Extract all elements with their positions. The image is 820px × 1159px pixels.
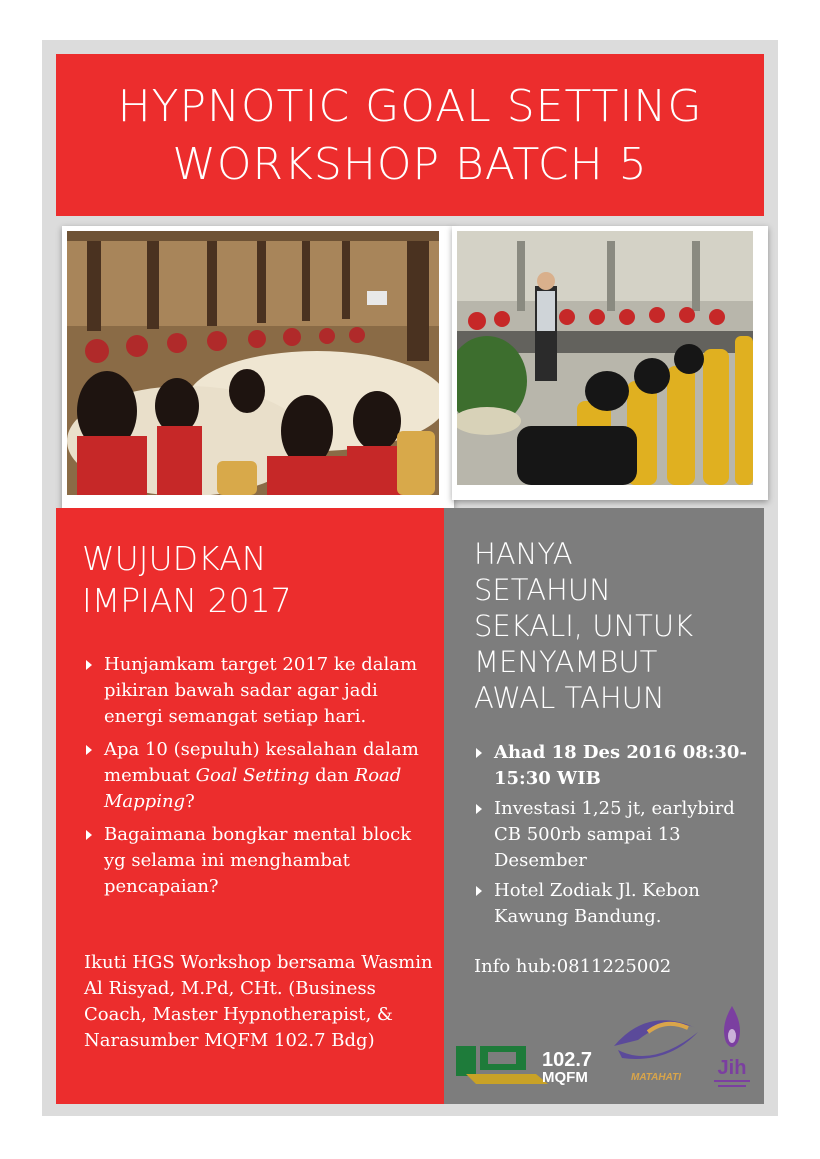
left-panel	[56, 508, 444, 1104]
speaker-info: Ikuti HGS Workshop bersama Wasmin Al Risyad, M.Pd, CHt. (Business Coach, Master Hypnotherapist, & Narasumber MQFM 102.7 Bdg)	[84, 952, 433, 1051]
right-panel	[444, 508, 764, 1104]
right-headline	[474, 536, 693, 716]
matahati-logo	[608, 1006, 704, 1088]
title-banner	[56, 54, 764, 216]
event-venue: Hotel Zodiak Jl. Kebon Kawung Bandung.	[494, 880, 700, 927]
triangle-bullet-icon	[86, 745, 92, 755]
event-date-time: Ahad 18 Des 2016 08:30-15:30 WIB	[494, 742, 747, 789]
list-item	[474, 796, 759, 874]
workshop-photo-right	[452, 226, 768, 500]
bullet-text-road-mapping: Road Mapping	[104, 765, 402, 812]
event-price: Investasi 1,25 jt, earlybird CB 500rb sampai 13 Desember	[494, 798, 735, 871]
left-headline-line-2: IMPIAN 2017	[82, 581, 292, 620]
list-item	[474, 878, 759, 930]
mqfm-logo	[456, 1038, 606, 1088]
triangle-bullet-icon	[86, 660, 92, 670]
mqfm-frequency: 102.7	[542, 1049, 593, 1071]
bullet-text-goal-setting: Goal Setting	[195, 765, 310, 786]
right-headline-line-1: HANYA	[474, 537, 573, 571]
triangle-bullet-icon	[476, 748, 482, 758]
workshop-photo-left	[62, 226, 454, 510]
contact-info: Info hub:0811225002	[474, 956, 672, 977]
right-headline-line-5: AWAL TAHUN	[474, 681, 665, 715]
matahati-text: MATAHATI	[631, 1072, 681, 1083]
bullet-text-mid: dan	[309, 765, 355, 786]
bullet-text: Hunjamkam target 2017 ke dalam pikiran bawah sadar agar jadi energi semangat setiap hari.	[104, 654, 418, 727]
right-headline-line-4: MENYAMBUT	[474, 645, 658, 679]
list-item	[84, 822, 424, 900]
title-line-2: WORKSHOP BATCH 5	[172, 139, 648, 190]
right-headline-line-2: SETAHUN	[474, 573, 611, 607]
mqfm-name: MQFM	[542, 1069, 588, 1086]
right-headline-line-3: SEKALI, UNTUK	[474, 609, 694, 643]
left-headline	[82, 538, 292, 622]
jih-text: Jih	[717, 1057, 747, 1079]
left-headline-line-1: WUJUDKAN	[82, 539, 267, 578]
triangle-bullet-icon	[86, 830, 92, 840]
title-line-1: HYPNOTIC GOAL SETTING	[117, 81, 703, 132]
list-item	[84, 652, 424, 730]
triangle-bullet-icon	[476, 804, 482, 814]
bullet-text-pre: Apa 10 (sepuluh) kesalahan dalam membuat	[104, 739, 419, 786]
list-item	[474, 740, 759, 792]
left-bullet-list	[84, 652, 424, 907]
triangle-bullet-icon	[476, 886, 482, 896]
bullet-text-post: ?	[185, 791, 195, 812]
bullet-text: Bagaimana bongkar mental block yg selama ini menghambat pencapaian?	[104, 824, 412, 897]
list-item	[84, 737, 424, 815]
right-bullet-list	[474, 740, 759, 934]
jih-logo	[708, 1002, 756, 1094]
